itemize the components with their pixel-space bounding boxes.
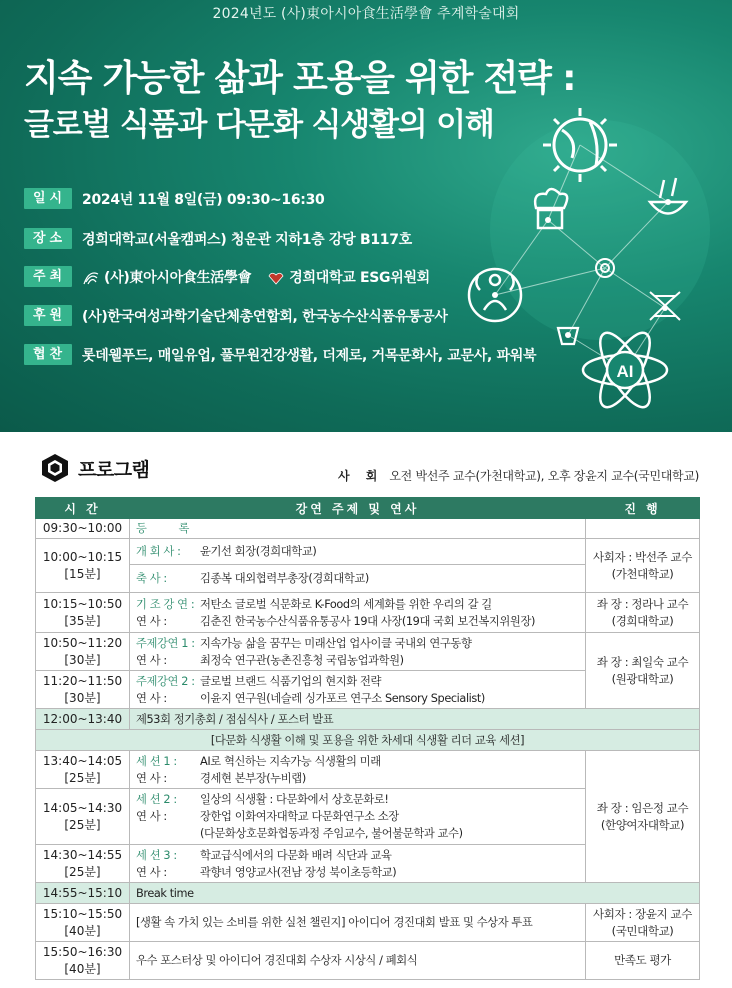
program-hosts: [338, 467, 699, 484]
event-title-line1: 지속 가능한 삶과 포용을 위한 전략 :: [24, 58, 576, 99]
host-value: 오전 박선주 교수(가천대학교), 오후 장윤지 교수(국민대학교): [389, 469, 699, 483]
table-row: 10:50~11:20 [30분] 주제강연 1 : 지속가능 삶을 꿈꾸는 미래산업 업사이클 국내외 연구동향 연 사 : 최정숙 연구관(농촌진흥청 국립농업과학원) 좌 장 : 최일숙 교수 (원광대학교): [36, 633, 700, 671]
organizer-society: (사)東아시아食生活學會: [104, 269, 252, 286]
row-chair: 만족도 평가: [586, 942, 700, 980]
row-duration: [30분]: [64, 652, 101, 667]
row-duration: [35분]: [64, 613, 101, 628]
host-label: 사 회: [338, 469, 384, 483]
info-support-label: 협찬: [24, 344, 72, 365]
row-time: 15:10~15:50: [42, 906, 123, 921]
organizer-university: 경희대학교 ESG위원회: [289, 269, 430, 286]
row-time: 15:50~16:30: [42, 944, 123, 959]
info-sponsor: [24, 305, 448, 326]
table-row: 13:40~14:05 [25분] 세 션 1 : AI로 혁신하는 지속가능 식생활의 미래 연 사 : 경세현 본부장(누비랩) 좌 장 : 임은정 교수 (한양여자대학교): [36, 751, 700, 789]
event-title-line2: 글로벌 식품과 다문화 식생활의 이해: [24, 107, 494, 143]
table-row: [36, 519, 700, 539]
table-row: [36, 904, 700, 942]
registration-label: 등 록: [136, 522, 204, 535]
info-organizer: [24, 266, 430, 287]
info-sponsor-label: 후원: [24, 305, 72, 326]
table-row: 14:05~14:30 [25분] 세 션 2 : 일상의 식생활 : 다문화에서 상호문화로! 연 사 : 장한업 이화여자대학교 다문화연구소 소장 (다문화상호문화협동과정 주임교수, 불어불문학과 교수): [36, 789, 700, 845]
table-row: 14:30~14:55 [25분] 세 션 3 : 학교급식에서의 다문화 배려 식단과 교육 연 사 : 곽향녀 영양교사(전남 장성 북이초등학교): [36, 845, 700, 883]
col-topic: 강연 주제 및 연사: [130, 498, 586, 519]
row-duration: [40분]: [64, 923, 101, 938]
row-chair: 좌 장 : 임은정 교수 (한양여자대학교): [586, 751, 700, 883]
info-venue: [24, 228, 412, 249]
row-time: 13:40~14:05: [42, 753, 123, 768]
row-time: 10:15~10:50: [42, 596, 123, 611]
row-duration: [15분]: [64, 566, 101, 581]
row-time: 14:30~14:55: [42, 847, 123, 862]
row-time: 14:55~15:10: [36, 883, 130, 904]
row-time: 12:00~13:40: [36, 709, 130, 730]
table-row: [36, 709, 700, 730]
table-row: 10:15~10:50 [35분] 기 조 강 연 : 저탄소 글로벌 식문화로 K-Food의 세계화를 위한 우리의 갈 길 연 사 : 김춘진 한국농수산식품유통공사 19대 사장(19대 국회 보건복지위원장) 좌 장 : 정라나 교수 (경희대학교): [36, 593, 700, 633]
info-date-label: 일시: [24, 188, 72, 209]
row-duration: [25분]: [64, 817, 101, 832]
info-date-value: 2024년 11월 8일(금) 09:30~16:30: [82, 191, 325, 208]
row-text: [생활 속 가치 있는 소비를 위한 실천 챌린지] 아이디어 경진대회 발표 및 수상자 투표: [130, 904, 586, 942]
info-venue-value: 경희대학교(서울캠퍼스) 청운관 지하1층 강당 B117호: [82, 231, 412, 248]
info-support-value: 롯데웰푸드, 매일유업, 풀무원건강생활, 더제로, 거목문화사, 교문사, 파워북: [82, 347, 537, 364]
row-text: 우수 포스터상 및 아이디어 경진대회 수상자 시상식 / 폐회식: [130, 942, 586, 980]
table-row: [36, 942, 700, 980]
row-duration: [25분]: [64, 864, 101, 879]
table-row: 10:00~10:15 [15분] 개 회 사 : 윤기선 회장(경희대학교) 사회자 : 박선주 교수 (가천대학교): [36, 539, 700, 565]
session-banner: [다문화 식생활 이해 및 포용을 위한 차세대 식생활 리더 교육 세션]: [36, 730, 700, 751]
table-row: [36, 883, 700, 904]
program-heading: [40, 453, 149, 483]
sustainability-network-graphic: [450, 80, 732, 430]
hero-banner: [0, 0, 732, 432]
row-chair: 사회자 : 박선주 교수 (가천대학교): [586, 539, 700, 593]
program-table: [35, 497, 700, 980]
table-row: 축 사 : 김종복 대외협력부총장(경희대학교): [36, 565, 700, 593]
row-text: Break time: [130, 883, 700, 904]
session-banner-row: [36, 730, 700, 751]
society-logo-icon: [82, 270, 100, 286]
row-chair: 사회자 : 장윤지 교수 (국민대학교): [586, 904, 700, 942]
program-title: 프로그램: [78, 458, 150, 481]
row-time: 10:50~11:20: [42, 635, 123, 650]
row-time: 09:30~10:00: [36, 519, 130, 539]
row-time: 14:05~14:30: [42, 800, 123, 815]
info-sponsor-value: (사)한국여성과학기술단체총연합회, 한국농수산식품유통공사: [82, 308, 448, 325]
event-subtitle: 2024년도 (사)東아시아食生活學會 추계학술대회: [212, 6, 520, 22]
info-date: [24, 188, 324, 209]
table-header-row: [36, 498, 700, 519]
row-duration: [30분]: [64, 690, 101, 705]
info-venue-label: 장소: [24, 228, 72, 249]
hexagon-icon: [40, 453, 70, 483]
ai-label: AI: [616, 362, 634, 381]
glow-circle: [490, 120, 710, 340]
row-chair: 좌 장 : 정라나 교수 (경희대학교): [586, 593, 700, 633]
row-time: 11:20~11:50: [42, 673, 123, 688]
row-duration: [40분]: [64, 961, 101, 976]
row-time: 10:00~10:15: [42, 549, 123, 564]
row-chair: 좌 장 : 최일숙 교수 (원광대학교): [586, 633, 700, 709]
table-row: 11:20~11:50 [30분] 주제강연 2 : 글로벌 브랜드 식품기업의 현지화 전략 연 사 : 이윤지 연구원(네슬레 싱가포르 연구소 Sensory Specialist): [36, 671, 700, 709]
row-text: 제53회 정기총회 / 점심식사 / 포스터 발표: [130, 709, 700, 730]
col-time: 시 간: [36, 498, 130, 519]
row-duration: [25분]: [64, 770, 101, 785]
col-chair: 진 행: [586, 498, 700, 519]
info-organizer-label: 주최: [24, 266, 72, 287]
university-logo-icon: [267, 270, 285, 286]
